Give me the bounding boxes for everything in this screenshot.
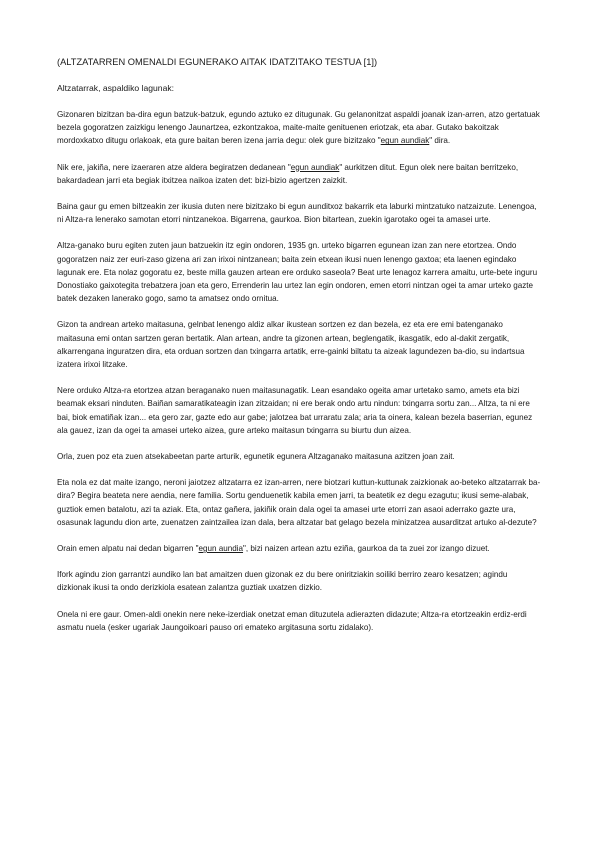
underlined-phrase: egun aundiak	[380, 136, 430, 146]
body-paragraph: Ifork agindu zion garrantzi aundiko lan bat amaitzen duen gizonak ez du bere oniritziakin soiliki berriro zearo kesatzen; agindu dizkionak ikusi ta ondo derizkiola esatean zalantza guztiak uxatzen dizkio.	[57, 570, 508, 593]
body-paragraph: Nere orduko Altza-ra etortzea atzan beraganako nuen maitasunagatik. Lean esandako ogeita amar urtetako samo, amets eta bizi beamak eksari ninduten. Baiñan samaratikateagin izan zitzaidan; ni ere berak ondo artu nindun: txingarra sortu zan... Altza, ta ni ere bai, biok ematiñak izan... eta gero zar, gazte edo aur gabe; jalotzea bat urraratu zala; aria ta oinera, kalean bezela baserrian, egunez ala gauez, izan da ogei ta amasei urteko aizea, gure arteko maitasun txingarra su biurtu dun aizea.	[57, 386, 533, 435]
document-page	[57, 56, 541, 647]
body-paragraph: Gizonaren bizitzan ba-dira egun batzuk-batzuk, egundo aztuko ez ditugunak. Gu gelanonitzat aspaldi joanak izan-arren, atzo gertatuak bezela gogoratzen zaizkigu lenengo Jaunartzea, ezkontzakoa, maite-maite genituenen eriotzak, eta abar. Gutako bakoitzak mordoxkatxo ditugu orlakoak, eta gure baitan beren izena jarria degu: olek gure bizitzako "egun aundiak" dira.	[57, 110, 540, 146]
document-title: (ALTZATARREN OMENALDI EGUNERAKO AITAK IDATZITAKO TESTUA [1])	[57, 57, 378, 67]
body-paragraph: Eta nola ez dat maite izango, neroni jaiotzez altzatarra ez izan-arren, nere biotzari kuttun-kuttunak zaizkionak ao-beteko altzatarrak ba-dira? Begira beateta nere aendia, nere familia. Sortu genduenetik kabila emen jarri, ta beatetik ez degu ezagutu; ikusi seme-alabak, guztiok emen batalotu, azi ta aziak. Eta, ontaz gañera, jakiñik orain dala ogei ta amasei urte etorri zan asaoi aderrako gazte ura, osasunak lagundu dion arte, zuenatzen zaintzailea izan dala, bera altzatar bat gelago bezela minizatzea ausarditzat artuko al-dezute?	[57, 478, 541, 527]
body-paragraph: Orain emen alpatu nai dedan bigarren "egun aundia", bizi naizen artean aztu eziña, gaurkoa da ta zuei zor izango dizuet.	[57, 544, 490, 554]
body-paragraph: Baina gaur gu emen biltzeakin zer ikusia duten nere bizitzako bi egun aunditxoz bakarrik eta laburki mintzatuko natzaizute. Lenengoa, ni Altza-ra lenerako samotan etorri nintzanekoa. Bigarrena, gaurkoa. Bion bitartean, zuekin igarotako ogei ta amasei urte.	[57, 202, 537, 225]
body-paragraph: Gizon ta andrean arteko maitasuna, gelnbat lenengo aldiz alkar ikustean sortzen ez dan bezela, ez eta ere emi batenganako maitasuna emi ontan sartzen geran bertatik. Alan artean, andre ta gizonen artean, beglengatik, ikasgatik, edo al-dakit zergatik, alkarrengana inguratzen dira, eta orduan sortzen dan txingarra artatik, erre-gainki biltatu ta aizeak lagundezen ba-dio, su indartsua izatera irixoi litzake.	[57, 320, 525, 370]
underlined-phrase: egun aundia	[198, 544, 244, 554]
salutation: Altzatarrak, aspaldiko lagunak:	[57, 83, 175, 93]
underlined-phrase: egun aundiak	[290, 162, 340, 172]
body-paragraph: Onela ni ere gaur. Omen-aldi onekin nere neke-izerdiak onetzat eman dituzutela adierazten didazute; Altza-ra etortzeakin erdiz-erdi asmatu nuela (esker ugariak Jaungoikoari pauso ori emateko argitasuna sortu zidalako).	[57, 609, 527, 632]
body-paragraph: Nik ere, jakiña, nere izaeraren atze aldera begiratzen dedanean "egun aundiak" aurkitzen ditut. Egun olek nere baitan berritzeko, bakardadean jarri eta begiak itxitzea naikoa izaten det: bizi-bizio agertzen zaizkit.	[57, 162, 519, 185]
body-paragraph: Orla, zuen poz eta zuen atsekabeetan parte arturik, egunetik egunera Altzaganako maitasuna azitzen joan zait.	[57, 452, 455, 462]
document-body	[57, 108, 541, 634]
body-paragraph: Altza-ganako buru egiten zuten jaun batzuekin itz egin ondoren, 1935 gn. urteko bigarren egunean izan zan nere etortzea. Ondo gogoratzen naiz zer euri-zaso gizena ari zan irixoi nintzanean; baita zein etxean ikusi nuen lenengo gaxtoa; eta laenen egindako lagunak ere. Eta nolaz gogoratu ez, beste milla gauzen artean ere orduko saseola? Beat urte lenagoz karrera amaitu, urte-bete inguru Donostiako gaixotegita trebatzera joan eta gero, Errenderin lau urtez lan egin ondoren, emen etorri nintzan ogei ta amar urteko gazte batek dezaken lanerako gogo, samo ta amatsez ondo ornitua.	[57, 241, 538, 304]
